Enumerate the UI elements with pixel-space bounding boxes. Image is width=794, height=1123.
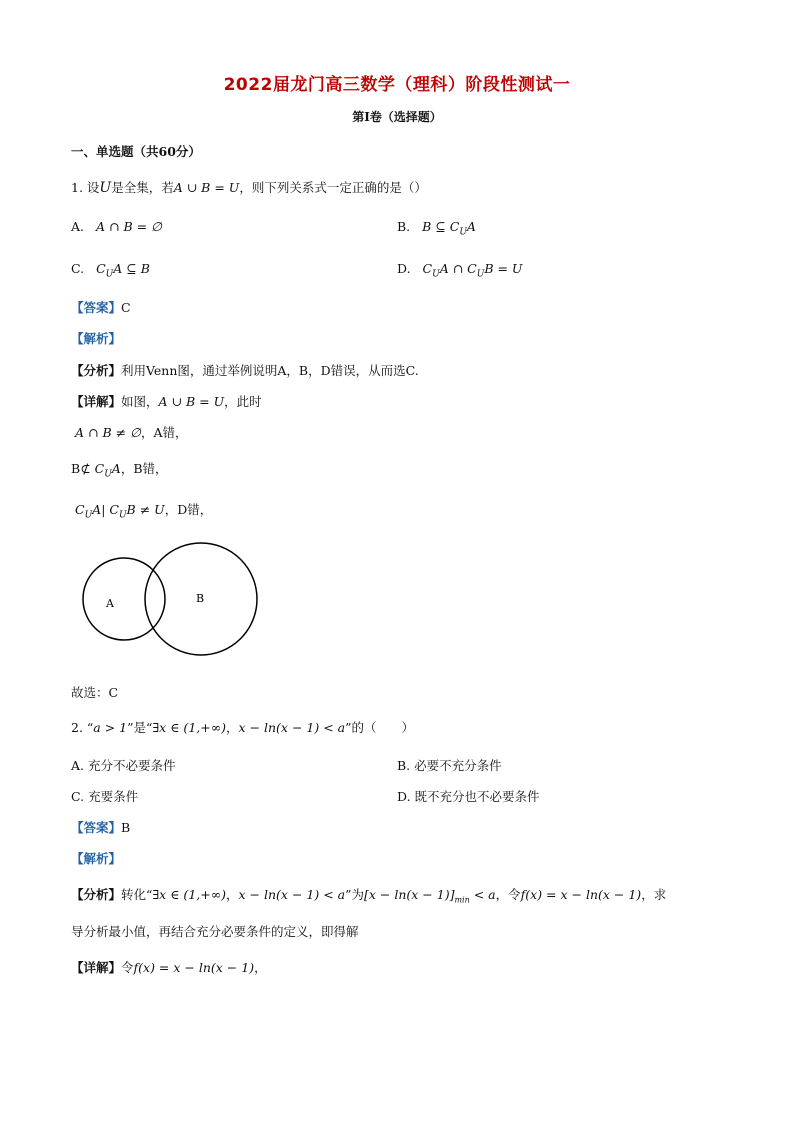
q2-option-d bbox=[397, 787, 540, 805]
q1-option-d-sub2: U bbox=[476, 269, 485, 280]
q1-option-b-tail: A bbox=[466, 219, 476, 234]
q2-stem-comma: ， bbox=[226, 720, 239, 735]
q1-stem-suffix: ，则下列关系式一定正确的是（） bbox=[239, 180, 427, 195]
q1-answer-value: C bbox=[121, 300, 131, 315]
q1-option-c-sub: U bbox=[105, 269, 114, 280]
q2-stem-math-2: ∃x ∈ (1,+∞) bbox=[152, 720, 227, 735]
q1-conclusion: 故选：C bbox=[71, 685, 119, 700]
page-title: 2022届龙门高三数学（理科）阶段性测试一 bbox=[223, 75, 571, 95]
q2-option-a-label: A. bbox=[71, 758, 85, 773]
q2-option-c-text: 充要条件 bbox=[88, 789, 139, 804]
q1-line-1 bbox=[75, 423, 187, 441]
q1-line-2-text: ，B错， bbox=[120, 461, 168, 476]
q1-line-3 bbox=[75, 500, 212, 521]
q1-fenxi bbox=[71, 361, 419, 379]
q1-option-d-part2: A ∩ C bbox=[439, 261, 477, 276]
q1-line-1-math: A ∩ B ≠ ∅ bbox=[75, 425, 141, 440]
q2-fenxi-math-2: x − ln(x − 1) < a bbox=[238, 887, 346, 902]
q1-option-a-label: A. bbox=[71, 219, 85, 234]
q2-stem-math-3: x − ln(x − 1) < a bbox=[238, 720, 346, 735]
q1-option-b-text: B ⊆ C bbox=[422, 219, 460, 234]
q1-line-3-sub1: U bbox=[84, 510, 93, 521]
q2-fenxi-text-e: ，求 bbox=[641, 887, 667, 902]
q2-fenxi-math-1: ∃x ∈ (1,+∞) bbox=[152, 887, 227, 902]
q1-fenxi-tag: 【分析】 bbox=[71, 363, 122, 378]
q2-fenxi-tag: 【分析】 bbox=[71, 887, 122, 902]
q1-line-2-sub: U bbox=[104, 469, 112, 480]
q1-line-1-text: ，A错， bbox=[140, 425, 188, 440]
q1-option-d-part1: C bbox=[422, 261, 433, 276]
q1-analysis-label: 【解析】 bbox=[71, 331, 122, 346]
q1-answer bbox=[71, 298, 131, 316]
q2-stem-prefix: 2. “ bbox=[71, 720, 94, 735]
q1-line-2-tail: A bbox=[111, 461, 121, 476]
q2-analysis-tag bbox=[71, 849, 121, 867]
q2-fenxi-math-5: f(x) = x − ln(x − 1) bbox=[520, 887, 642, 902]
q2-fenxi-sub-min: min bbox=[454, 895, 470, 905]
question-2-stem bbox=[71, 718, 414, 736]
q2-option-d-text: 既不充分也不必要条件 bbox=[414, 789, 540, 804]
q2-detail-math: f(x) = x − ln(x − 1) bbox=[133, 960, 255, 975]
q2-option-b bbox=[397, 756, 502, 774]
q2-option-b-text: 必要不充分条件 bbox=[414, 758, 502, 773]
q1-option-d-label: D. bbox=[397, 261, 411, 276]
q1-line-3-text: ，D错， bbox=[164, 502, 213, 517]
q1-line-2 bbox=[71, 459, 168, 480]
q2-fenxi-line-2: 导分析最小值，再结合充分必要条件的定义，即得解 bbox=[71, 924, 359, 939]
venn-diagram bbox=[76, 538, 266, 662]
q1-option-c-tail: A ⊆ B bbox=[113, 261, 150, 276]
q1-option-b-sub: U bbox=[459, 227, 467, 238]
q2-answer-value: B bbox=[121, 820, 131, 835]
q1-option-d-part3: B = U bbox=[484, 261, 523, 276]
q1-option-a bbox=[71, 219, 162, 234]
question-1-stem bbox=[71, 178, 427, 196]
section-heading: 一、单选题（共60分） bbox=[71, 144, 201, 159]
q1-stem-middle: 是全集，若 bbox=[111, 180, 174, 195]
q1-option-b-label: B. bbox=[397, 219, 411, 234]
venn-label-a: A bbox=[106, 597, 114, 610]
q2-option-c bbox=[71, 787, 138, 805]
q2-option-a-text: 充分不必要条件 bbox=[88, 758, 176, 773]
q1-stem-condition: A ∪ B = U bbox=[173, 180, 240, 195]
q2-stem-math-1: a > 1 bbox=[93, 720, 128, 735]
q1-stem-prefix: 1. 设 bbox=[71, 180, 100, 195]
q2-answer bbox=[71, 818, 130, 836]
q1-option-b bbox=[397, 219, 476, 238]
q2-answer-tag: 【答案】 bbox=[71, 820, 122, 835]
q1-detail bbox=[71, 392, 262, 410]
q1-option-a-text: A ∩ B = ∅ bbox=[96, 219, 162, 234]
q1-detail-text-b: ，此时 bbox=[224, 394, 262, 409]
q1-line-3-math1: C bbox=[75, 502, 85, 517]
q2-detail-text-b: ， bbox=[254, 960, 267, 975]
q2-detail-text-a: 令 bbox=[121, 960, 134, 975]
q1-line-2-math: ⊄ C bbox=[80, 461, 105, 476]
q1-line-3-math2: A| C bbox=[92, 502, 119, 517]
q1-option-c bbox=[71, 261, 150, 280]
q1-line-3-math3: B ≠ U bbox=[126, 502, 165, 517]
q2-fenxi bbox=[71, 885, 666, 905]
section-subtitle: 第I卷（选择题） bbox=[352, 110, 442, 124]
q1-detail-tag: 【详解】 bbox=[71, 394, 122, 409]
q1-line-2-pre: B bbox=[71, 461, 81, 476]
q2-detail bbox=[71, 958, 267, 976]
q1-option-c-label: C. bbox=[71, 261, 85, 276]
q1-option-d bbox=[397, 261, 522, 280]
q2-detail-tag: 【详解】 bbox=[71, 960, 122, 975]
q2-fenxi-text-a: 转化“ bbox=[121, 887, 153, 902]
q1-detail-condition: A ∪ B = U bbox=[158, 394, 225, 409]
q1-option-d-sub1: U bbox=[432, 269, 440, 280]
q1-line-3-sub2: U bbox=[118, 510, 127, 521]
q1-analysis-tag bbox=[71, 329, 121, 347]
q1-stem-u: U bbox=[99, 180, 112, 196]
q2-stem-middle: ”是“ bbox=[127, 720, 153, 735]
q2-analysis-label: 【解析】 bbox=[71, 851, 122, 866]
q1-fenxi-text: 利用Venn图，通过举例说明A，B，D错误，从而选C. bbox=[121, 363, 419, 378]
q1-detail-text-a: 如图， bbox=[121, 394, 159, 409]
q1-answer-tag: 【答案】 bbox=[71, 300, 122, 315]
q2-fenxi-comma: ， bbox=[226, 887, 239, 902]
q2-fenxi-math-4: < a bbox=[469, 887, 496, 902]
q2-stem-suffix: ”的（ ） bbox=[345, 720, 414, 735]
q2-option-c-label: C. bbox=[71, 789, 85, 804]
q2-fenxi-text-d: ，令 bbox=[495, 887, 521, 902]
q2-fenxi-math-3: [x − ln(x − 1)] bbox=[364, 887, 455, 902]
venn-label-b: B bbox=[196, 592, 205, 605]
q2-fenxi-text-c: ”为 bbox=[345, 887, 364, 902]
q2-option-b-label: B. bbox=[397, 758, 411, 773]
q1-option-c-text: C bbox=[96, 261, 106, 276]
q2-option-d-label: D. bbox=[397, 789, 411, 804]
q2-option-a bbox=[71, 756, 176, 774]
